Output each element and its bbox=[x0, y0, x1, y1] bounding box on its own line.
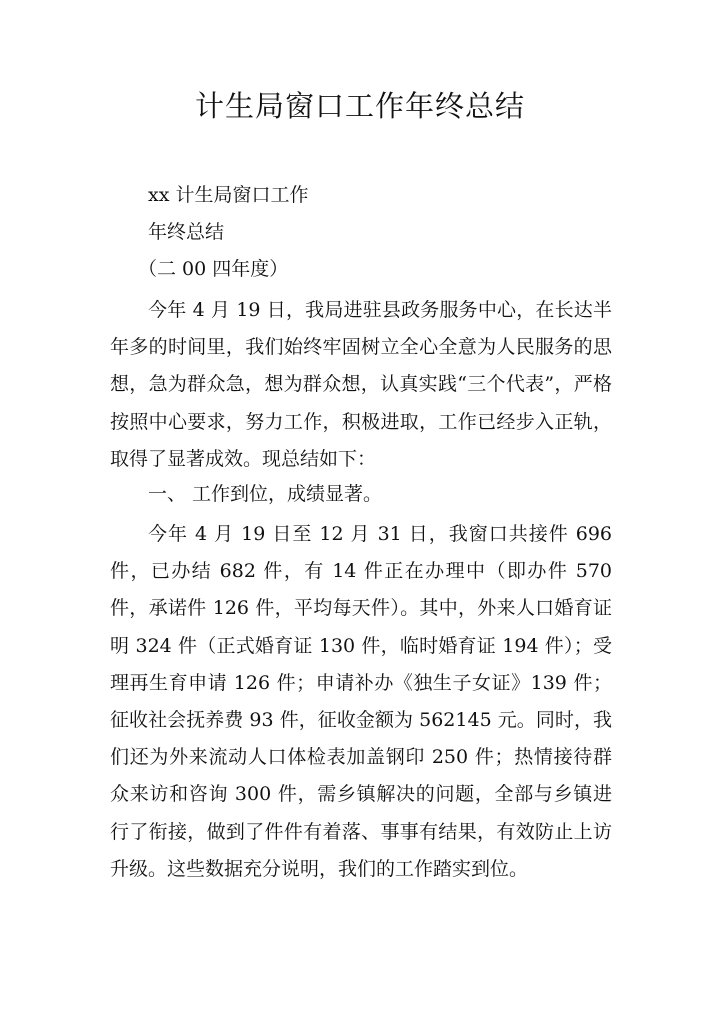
subtitle-line-3: （二 00 四年度） bbox=[138, 258, 289, 280]
paragraph-intro: 今年 4 月 19 日，我局进驻县政务服务中心，在长达半年多的时间里，我们始终牢固树立全心全意为人民服务的思想，急为群众急，想为群众想，认真实践“三个代表”，严格按照中心要求，努力工作，积极进取，工作已经步入正轨，取得了显著成效。现总结如下： bbox=[110, 299, 612, 470]
paragraph-statistics: 今年 4 月 19 日至 12 月 31 日，我窗口共接件 696 件，已办结 682 件，有 14 件正在办理中（即办件 570 件，承诺件 126 件，平均每天件）。其中，外来人口婚育证明 324 件（正式婚育证 130 件，临时婚育证 194 件）；受理再生育申请 126 件；申请补办《独生子女证》139 件；征收社会抚养费 93 件，征收金额为 562145 元。同时，我们还为外来流动人口体检表加盖钢印 250 件；热情接待群众来访和咨询 300 件，需乡镇解决的问题，全部与乡镇进行了衔接，做到了件件有着落、事事有结果，有效防止上访升级。这些数据充分说明，我们的工作踏实到位。 bbox=[110, 523, 612, 880]
subtitle-line-1: xx 计生局窗口工作 bbox=[148, 184, 309, 206]
document-title: 计生局窗口工作年终总结 bbox=[194, 89, 525, 123]
section-heading: 一、 工作到位，成绩显著。 bbox=[148, 483, 383, 505]
subtitle-line-2: 年终总结 bbox=[148, 221, 225, 243]
